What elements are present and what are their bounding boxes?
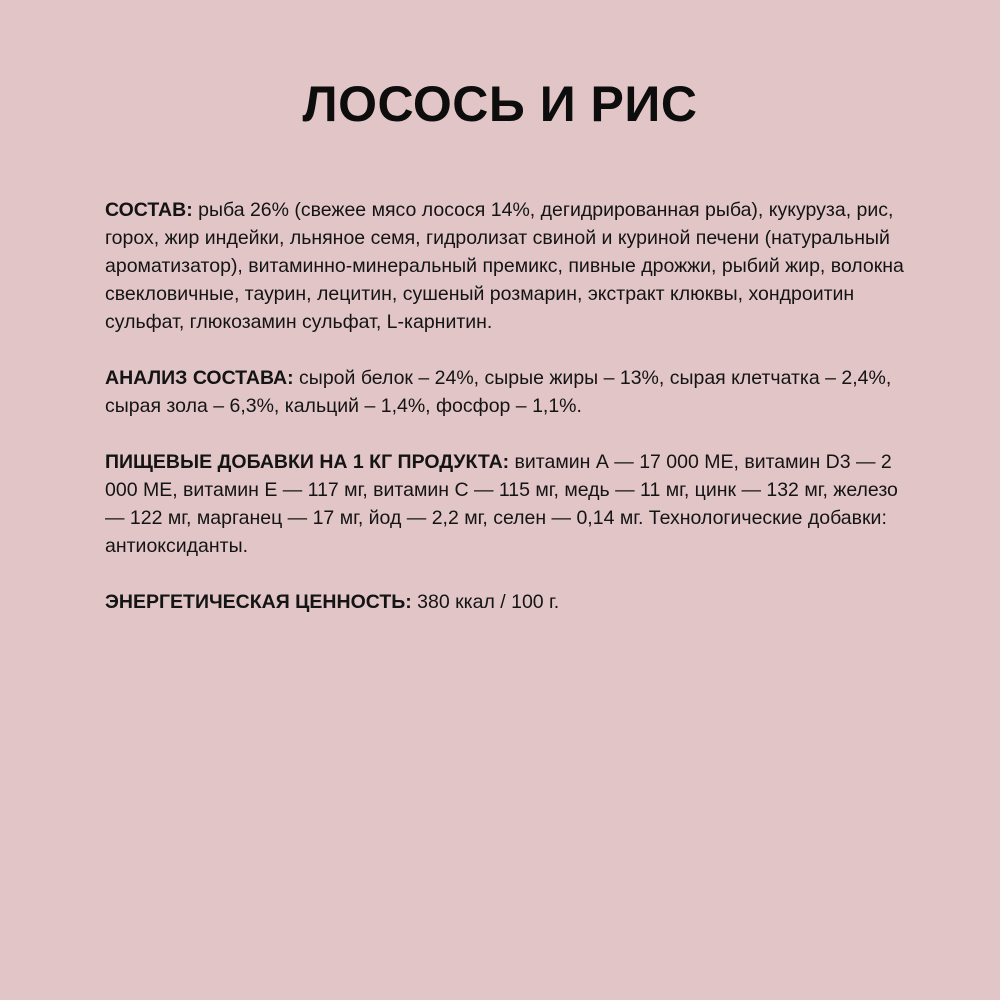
composition-text: рыба 26% (свежее мясо лосося 14%, дегидрированная рыба), кукуруза, рис, горох, жир индейки, льняное семя, гидролизат свиной и куриной печени (натуральный ароматизатор), витаминно-минеральный премикс, пивные дрожжи, рыбий жир, волокна свекловичные, таурин, лецитин, сушеный розмарин, экстракт клюквы, хондроитин сульфат, глюкозамин сульфат, L-карнитин. xyxy=(105,199,904,333)
product-details xyxy=(105,196,905,644)
analysis-section xyxy=(105,364,905,420)
energy-label: ЭНЕРГЕТИЧЕСКАЯ ЦЕННОСТЬ: xyxy=(105,591,412,613)
energy-text: 380 ккал / 100 г. xyxy=(411,591,560,613)
additives-label: ПИЩЕВЫЕ ДОБАВКИ НА 1 КГ ПРОДУКТА: xyxy=(105,451,510,473)
additives-text: витамин А — 17 000 МЕ, витамин D3 — 2 000 МЕ, витамин Е — 117 мг, витамин С — 115 мг, медь — 11 мг, цинк — 132 мг, железо — 122 мг, марганец — 17 мг, йод — 2,2 мг, селен — 0,14 мг. Технологические добавки: антиоксиданты. xyxy=(105,451,898,557)
product-title: ЛОСОСЬ И РИС xyxy=(302,76,698,132)
composition-section xyxy=(105,196,905,336)
analysis-text: сырой белок – 24%, сырые жиры – 13%, сырая клетчатка – 2,4%, сырая зола – 6,3%, кальций – 1,4%, фосфор – 1,1%. xyxy=(105,367,892,417)
additives-section xyxy=(105,448,905,560)
analysis-label: АНАЛИЗ СОСТАВА: xyxy=(105,367,294,389)
composition-label: СОСТАВ: xyxy=(105,199,193,221)
energy-section xyxy=(105,588,905,616)
